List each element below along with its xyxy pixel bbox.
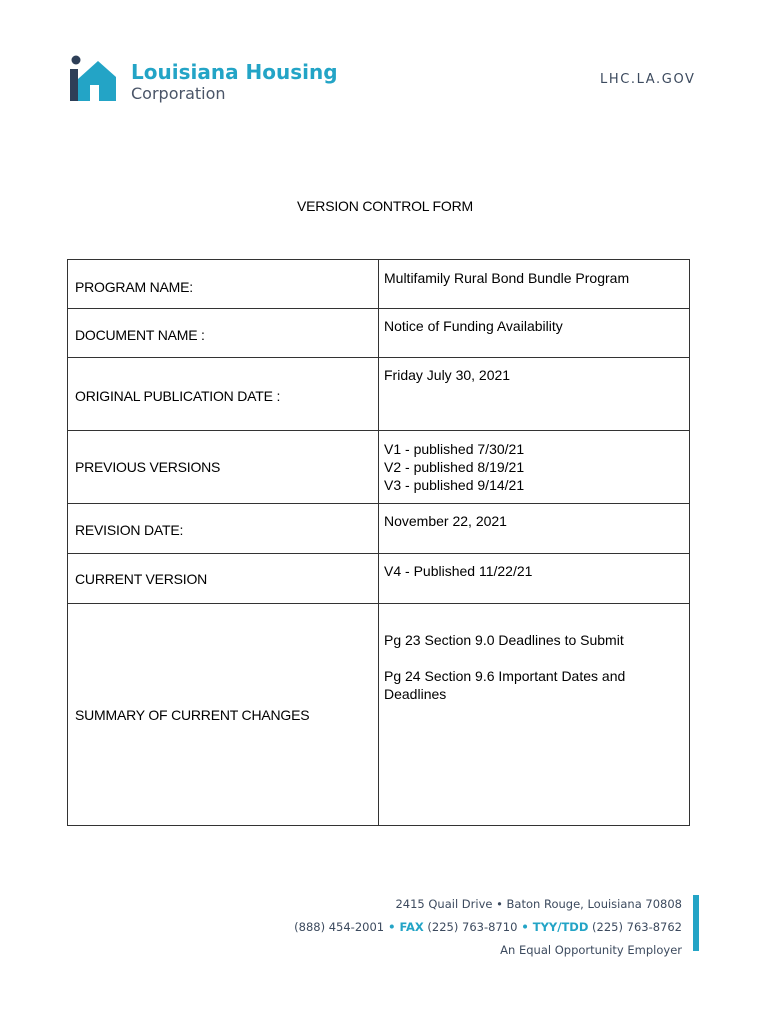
- row-value-cell: [379, 431, 690, 504]
- table-row: [68, 604, 690, 826]
- footer-contact: [294, 893, 682, 962]
- previous-version-item: V3 - published 9/14/21: [384, 477, 525, 493]
- tty-label: TYY/TDD: [532, 920, 589, 934]
- website-url: LHC.LA.GOV: [600, 72, 696, 87]
- table-row: [68, 358, 690, 431]
- fax-label: FAX: [399, 920, 424, 934]
- row-label-cell: [68, 309, 379, 358]
- lhc-logo-icon: [68, 55, 128, 103]
- revision-date-value: November 22, 2021: [384, 513, 507, 529]
- separator: •: [517, 920, 533, 934]
- table-row: [68, 309, 690, 358]
- previous-version-item: V1 - published 7/30/21: [384, 441, 525, 457]
- separator: •: [384, 920, 400, 934]
- version-control-table: [67, 259, 690, 826]
- brand-subtitle: Corporation: [131, 84, 226, 103]
- row-value-cell: [379, 260, 690, 309]
- row-label-cell: [68, 431, 379, 504]
- program-name-label: PROGRAM NAME:: [75, 279, 193, 295]
- summary-label: SUMMARY OF CURRENT CHANGES: [75, 707, 310, 723]
- phone-number: (888) 454-2001: [294, 920, 385, 934]
- row-value-cell: [379, 309, 690, 358]
- original-publication-date-value: Friday July 30, 2021: [384, 367, 511, 383]
- previous-versions-label: PREVIOUS VERSIONS: [75, 459, 221, 475]
- document-name-label: DOCUMENT NAME :: [75, 327, 205, 343]
- footer-address: 2415 Quail Drive • Baton Rouge, Louisiana 70808: [395, 897, 682, 911]
- revision-date-label: REVISION DATE:: [75, 522, 184, 538]
- row-value-cell: [379, 554, 690, 604]
- table-row: [68, 431, 690, 504]
- current-version-label: CURRENT VERSION: [75, 571, 208, 587]
- summary-change-item: Pg 24 Section 9.6 Important Dates and Deadlines: [384, 668, 626, 702]
- brand-name: Louisiana Housing: [131, 60, 338, 84]
- previous-version-item: V2 - published 8/19/21: [384, 459, 525, 475]
- row-value-cell: [379, 604, 690, 826]
- row-label-cell: [68, 260, 379, 309]
- footer-phone-line: [294, 916, 682, 939]
- table-row: [68, 260, 690, 309]
- document-name-value: Notice of Funding Availability: [384, 318, 563, 334]
- table-row: [68, 554, 690, 604]
- summary-change-item: Pg 23 Section 9.0 Deadlines to Submit: [384, 632, 624, 648]
- row-label-cell: [68, 504, 379, 554]
- table-row: [68, 504, 690, 554]
- original-publication-date-label: ORIGINAL PUBLICATION DATE :: [75, 388, 281, 404]
- current-version-value: V4 - Published 11/22/21: [384, 563, 533, 579]
- row-label-cell: [68, 554, 379, 604]
- footer-accent-bar: [693, 895, 699, 951]
- equal-opportunity-text: An Equal Opportunity Employer: [500, 943, 682, 957]
- row-label-cell: [68, 358, 379, 431]
- form-title: VERSION CONTROL FORM: [297, 198, 473, 214]
- program-name-value: Multifamily Rural Bond Bundle Program: [384, 270, 630, 286]
- tty-number: (225) 763-8762: [588, 920, 682, 934]
- row-value-cell: [379, 504, 690, 554]
- fax-number: (225) 763-8710: [423, 920, 518, 934]
- row-label-cell: [68, 604, 379, 826]
- row-value-cell: [379, 358, 690, 431]
